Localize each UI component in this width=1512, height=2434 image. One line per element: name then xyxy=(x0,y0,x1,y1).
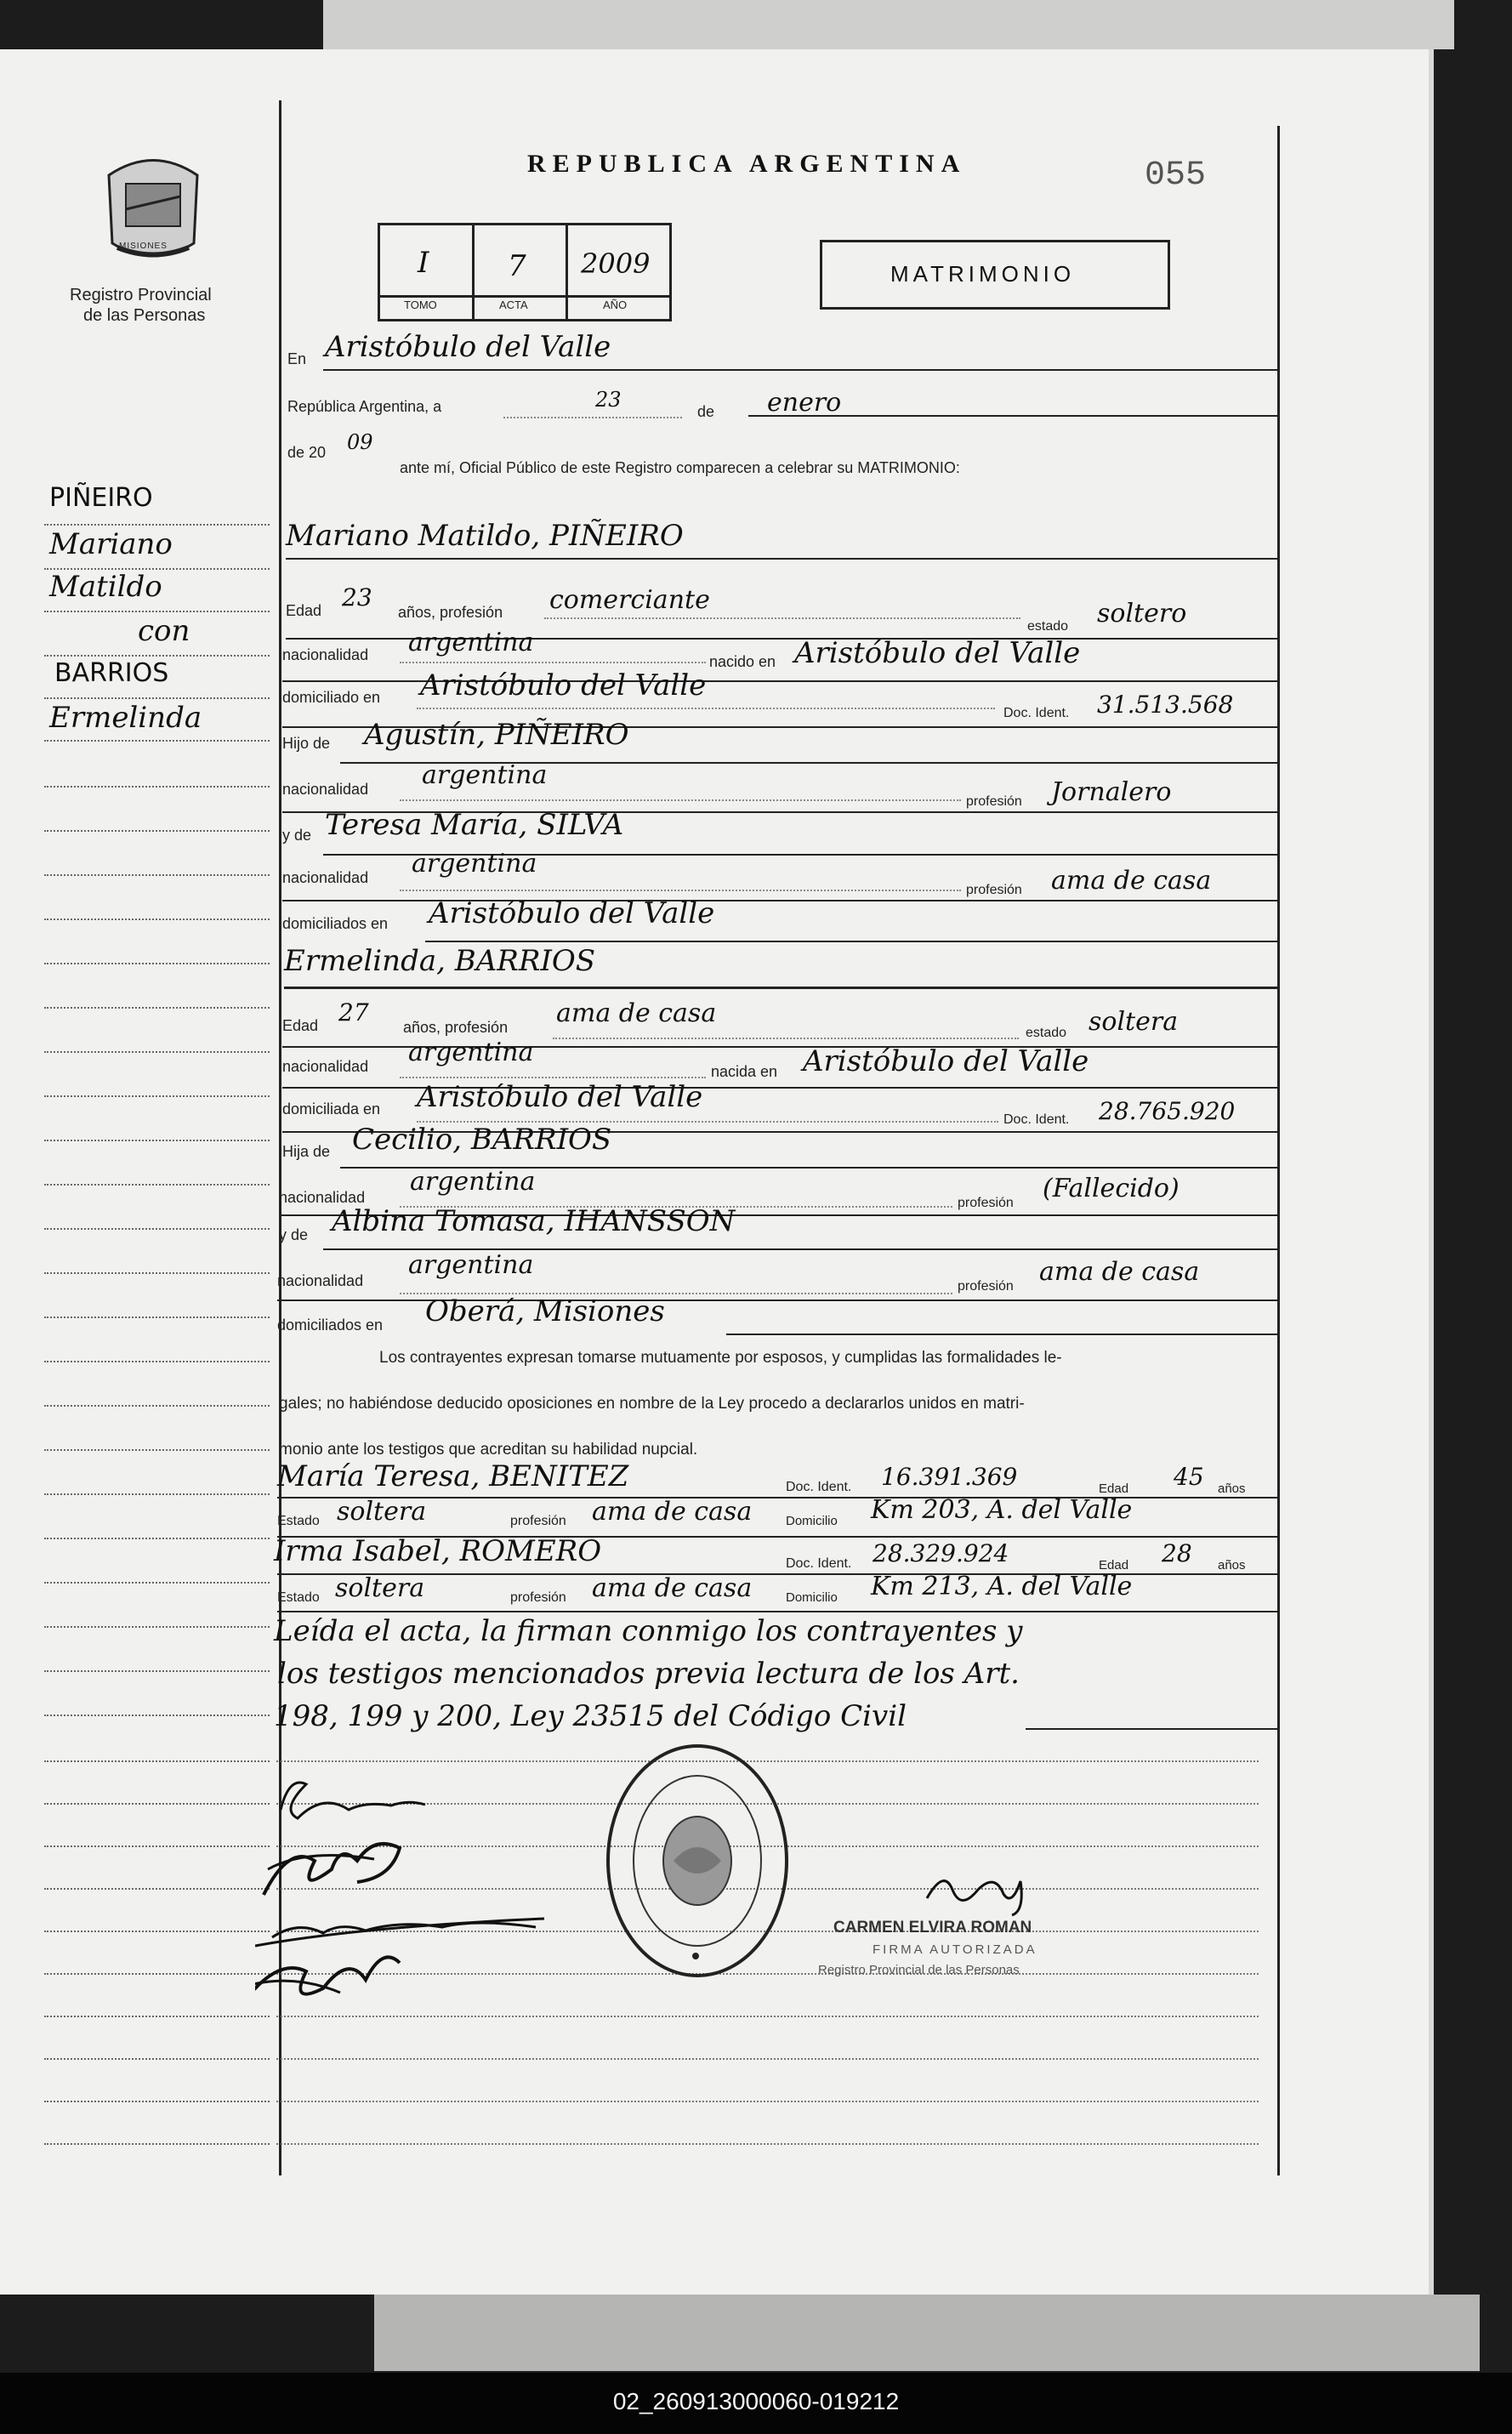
opening-place: Aristóbulo del Valle xyxy=(325,330,611,364)
groom-doc: 31.513.568 xyxy=(1097,691,1234,719)
witness1-doc: 16.391.369 xyxy=(881,1463,1018,1491)
closing-line1: Leída el acta, la firman conmigo los contrayentes y xyxy=(274,1614,1023,1648)
groom-father-prof-label: profesión xyxy=(966,794,1022,809)
bride-domicilio-label: domiciliada en xyxy=(282,1100,381,1117)
groom-domicilio-label: domiciliado en xyxy=(282,689,381,706)
rule xyxy=(425,941,1277,942)
margin-rule xyxy=(44,1626,270,1628)
dotted-field xyxy=(503,417,682,418)
groom-nacionalidad: argentina xyxy=(408,628,534,657)
opening-year-suffix: 09 xyxy=(347,430,373,454)
bride-mother-nac: argentina xyxy=(408,1250,534,1280)
groom-profesion-label: años, profesión xyxy=(398,604,503,621)
margin-surname-groom: PIÑEIRO xyxy=(49,483,153,513)
registrar-office: Registro Provincial de las Personas xyxy=(818,1963,1020,1977)
margin-rule xyxy=(44,1405,270,1407)
declaration-line2: gales; no habiéndose deducido oposiciones en nombre de la Ley procedo a declararlos unidos en matri- xyxy=(279,1395,1025,1413)
witness1-profesion-label: profesión xyxy=(510,1514,566,1528)
en-label: En xyxy=(287,350,307,367)
margin-rule xyxy=(44,963,270,964)
ruled-line xyxy=(276,2143,1259,2145)
groom-profession: comerciante xyxy=(549,585,710,615)
republica-label: República Argentina, a xyxy=(287,398,442,415)
witness2-age: 28 xyxy=(1162,1539,1192,1567)
acta-label: ACTA xyxy=(499,299,528,311)
witness2-name: Irma Isabel, ROMERO xyxy=(274,1534,602,1568)
registry-name-line1: Registro Provincial xyxy=(70,286,212,304)
margin-con: con xyxy=(138,614,190,648)
bride-profesion-label: años, profesión xyxy=(403,1019,509,1036)
margin-rule xyxy=(44,1140,270,1141)
margin-rule xyxy=(44,2016,270,2017)
margin-rule xyxy=(44,1715,270,1716)
margin-firstname-bride: Ermelinda xyxy=(49,701,202,735)
tomo-value: I xyxy=(418,246,429,280)
bride-mother-prof: ama de casa xyxy=(1039,1257,1200,1287)
witness2-edad-label: Edad xyxy=(1099,1558,1129,1572)
groom-nacido-label: nacido en xyxy=(709,653,776,670)
groom-yde-label: y de xyxy=(282,827,312,844)
tomo-label: TOMO xyxy=(404,299,437,311)
groom-domicilio: Aristóbulo del Valle xyxy=(420,668,707,702)
groom-nac-label: nacionalidad xyxy=(282,646,369,663)
right-column-border xyxy=(1277,126,1280,2175)
witness2-profesion-label: profesión xyxy=(510,1590,566,1605)
groom-father-nac-label: nacionalidad xyxy=(282,781,369,798)
margin-rule xyxy=(44,1845,270,1847)
ante-text: ante mí, Oficial Público de este Registro comparecen a celebrar su MATRIMONIO: xyxy=(400,459,960,476)
margin-rule xyxy=(44,1973,270,1975)
margin-rule xyxy=(44,611,270,612)
closing-line2: los testigos mencionados previa lectura de los Art. xyxy=(277,1657,1020,1691)
opening-month: enero xyxy=(767,388,842,418)
margin-rule xyxy=(44,1760,270,1762)
margin-rule xyxy=(44,655,270,657)
register-page xyxy=(0,49,1434,2295)
margin-rule xyxy=(44,1095,270,1097)
groom-doc-label: Doc. Ident. xyxy=(1003,706,1070,720)
logo-ribbon-text: MISIONES xyxy=(119,242,168,251)
witness2-estado-label: Estado xyxy=(277,1590,320,1605)
margin-rule xyxy=(44,1184,270,1186)
margin-firstname-groom-1: Mariano xyxy=(49,527,173,561)
witness1-name: María Teresa, BENITEZ xyxy=(277,1459,629,1493)
margin-rule xyxy=(44,1051,270,1053)
witness2-profession: ama de casa xyxy=(592,1573,753,1603)
witness2-anios-label: años xyxy=(1218,1558,1246,1572)
groom-estado-label: estado xyxy=(1027,619,1069,634)
dotted-field xyxy=(400,799,961,801)
image-footer xyxy=(0,2373,1512,2434)
margin-rule xyxy=(44,2101,270,2102)
rule xyxy=(277,1611,1277,1612)
witness1-estado-label: Estado xyxy=(277,1514,320,1528)
official-seal xyxy=(595,1733,799,1988)
margin-rule xyxy=(44,830,270,832)
bride-doc-label: Doc. Ident. xyxy=(1003,1112,1070,1127)
margin-rule xyxy=(44,1007,270,1009)
rule xyxy=(284,987,1277,989)
groom-estado: soltero xyxy=(1097,599,1187,628)
bride-father: Cecilio, BARRIOS xyxy=(352,1123,612,1157)
dotted-field xyxy=(553,1038,1019,1039)
dotted-field xyxy=(400,662,706,663)
rule xyxy=(286,558,1277,560)
margin-rule xyxy=(44,874,270,876)
witness1-doc-label: Doc. Ident. xyxy=(786,1480,852,1494)
witness1-estado: soltera xyxy=(337,1497,427,1527)
bride-age: 27 xyxy=(338,998,369,1026)
registry-name-line2: de las Personas xyxy=(83,306,206,325)
bride-nac-label: nacionalidad xyxy=(282,1058,369,1075)
rule xyxy=(748,415,1277,417)
witness2-doc-label: Doc. Ident. xyxy=(786,1556,852,1571)
bride-mother: Albina Tomasa, IHANSSON xyxy=(332,1204,736,1238)
bride-yde-label: y de xyxy=(279,1226,309,1243)
groom-mother-prof: ama de casa xyxy=(1051,866,1212,896)
groom-edad-label: Edad xyxy=(286,602,322,619)
margin-rule xyxy=(44,697,270,699)
bride-father-prof: (Fallecido) xyxy=(1043,1174,1179,1203)
margin-rule xyxy=(44,1493,270,1495)
witness1-age: 45 xyxy=(1174,1463,1204,1491)
bride-nacionalidad: argentina xyxy=(408,1038,534,1067)
groom-mother-prof-label: profesión xyxy=(966,883,1022,897)
margin-rule xyxy=(44,1582,270,1584)
witness1-domicilio-label: Domicilio xyxy=(786,1514,838,1528)
ruled-line xyxy=(276,2058,1259,2060)
acta-value: 7 xyxy=(508,249,526,283)
de-label: de xyxy=(697,403,715,420)
country-title: REPUBLICA ARGENTINA xyxy=(527,150,967,178)
bride-father-nac-label: nacionalidad xyxy=(279,1189,366,1206)
witness1-anios-label: años xyxy=(1218,1481,1246,1496)
margin-rule xyxy=(44,786,270,788)
bride-doc: 28.765.920 xyxy=(1099,1097,1236,1125)
bride-estado-label: estado xyxy=(1026,1026,1067,1040)
rule xyxy=(323,369,1277,371)
de-year-label: de 20 xyxy=(287,444,327,461)
document-type-box xyxy=(820,240,1170,310)
margin-rule xyxy=(44,1538,270,1539)
bride-father-nac: argentina xyxy=(410,1167,536,1197)
page-number: 055 xyxy=(1145,156,1207,195)
margin-rule xyxy=(44,1803,270,1805)
registrar-name: CARMEN ELVIRA ROMAN xyxy=(833,1919,1032,1936)
groom-mother-nac-label: nacionalidad xyxy=(282,869,369,886)
margin-rule xyxy=(44,2058,270,2060)
margin-rule xyxy=(44,2143,270,2145)
record-number-box xyxy=(378,223,672,321)
margin-rule xyxy=(44,1888,270,1890)
dotted-field xyxy=(400,890,961,891)
bride-father-prof-label: profesión xyxy=(958,1196,1014,1210)
margin-rule xyxy=(44,1931,270,1932)
bride-nacida-label: nacida en xyxy=(711,1063,778,1080)
witness1-domicilio: Km 203, A. del Valle xyxy=(871,1495,1133,1525)
ruled-line xyxy=(276,2101,1259,2102)
image-code: 02_260913000060-019212 xyxy=(612,2388,900,2414)
groom-hijo-label: Hijo de xyxy=(282,735,331,752)
groom-parents-dom-label: domiciliados en xyxy=(282,915,389,932)
groom-nacido: Aristóbulo del Valle xyxy=(794,636,1081,670)
registrar-title: FIRMA AUTORIZADA xyxy=(873,1942,1037,1957)
groom-father-prof: Jornalero xyxy=(1051,777,1172,807)
groom-mother: Teresa María, SILVA xyxy=(325,808,624,842)
rule xyxy=(1026,1728,1277,1730)
margin-surname-bride: BARRIOS xyxy=(54,658,169,688)
bride-mother-nac-label: nacionalidad xyxy=(277,1272,364,1289)
margin-rule xyxy=(44,1272,270,1274)
bride-mother-prof-label: profesión xyxy=(958,1279,1014,1294)
margin-rule xyxy=(44,918,270,920)
declaration-line3: monio ante los testigos que acreditan su habilidad nupcial. xyxy=(279,1441,698,1459)
witness1-edad-label: Edad xyxy=(1099,1481,1129,1496)
anio-label: AÑO xyxy=(603,299,628,311)
margin-rule xyxy=(44,740,270,742)
closing-line3: 198, 199 y 200, Ley 23515 del Código Civil xyxy=(274,1699,907,1733)
bride-name: Ermelinda, BARRIOS xyxy=(284,944,596,978)
groom-father-nac: argentina xyxy=(422,760,548,790)
witness2-domicilio: Km 213, A. del Valle xyxy=(871,1572,1133,1601)
groom-parents-dom: Aristóbulo del Valle xyxy=(429,896,715,930)
dotted-field xyxy=(544,617,1020,619)
groom-name: Mariano Matildo, PIÑEIRO xyxy=(286,519,684,553)
dotted-field xyxy=(400,1077,706,1078)
witness2-domicilio-label: Domicilio xyxy=(786,1590,838,1605)
bride-estado: soltera xyxy=(1089,1007,1179,1037)
witness2-estado: soltera xyxy=(335,1573,425,1603)
margin-rule xyxy=(44,568,270,570)
signatures xyxy=(255,1699,595,2039)
anio-value: 2009 xyxy=(581,247,651,280)
margin-rule xyxy=(44,1670,270,1672)
margin-rule xyxy=(44,1317,270,1318)
background-page-edge xyxy=(374,2295,1480,2371)
dotted-field xyxy=(417,708,995,709)
bride-hija-label: Hija de xyxy=(282,1143,331,1160)
bride-parents-dom: Oberá, Misiones xyxy=(425,1294,665,1328)
margin-rule xyxy=(44,1449,270,1451)
margin-rule xyxy=(44,1361,270,1362)
witness1-profession: ama de casa xyxy=(592,1497,753,1527)
rule xyxy=(726,1334,1277,1335)
declaration-line1: Los contrayentes expresan tomarse mutuamente por esposos, y cumplidas las formalidades le- xyxy=(379,1349,1062,1367)
margin-rule xyxy=(44,1228,270,1230)
bride-profession: ama de casa xyxy=(556,998,717,1028)
opening-day: 23 xyxy=(595,388,622,412)
registrar-signature xyxy=(918,1864,1037,1924)
groom-age: 23 xyxy=(342,583,372,611)
witness2-doc: 28.329.924 xyxy=(873,1539,1009,1567)
bride-edad-label: Edad xyxy=(282,1017,319,1034)
groom-mother-nac: argentina xyxy=(412,849,537,879)
bride-nacida: Aristóbulo del Valle xyxy=(803,1044,1089,1078)
bride-parents-dom-label: domiciliados en xyxy=(277,1317,384,1334)
bride-domicilio: Aristóbulo del Valle xyxy=(417,1080,703,1114)
margin-firstname-groom-2: Matildo xyxy=(49,570,162,604)
document-type: MATRIMONIO xyxy=(890,261,1076,287)
margin-rule xyxy=(44,524,270,526)
background-page-edge xyxy=(323,0,1454,49)
groom-father: Agustín, PIÑEIRO xyxy=(364,718,629,752)
